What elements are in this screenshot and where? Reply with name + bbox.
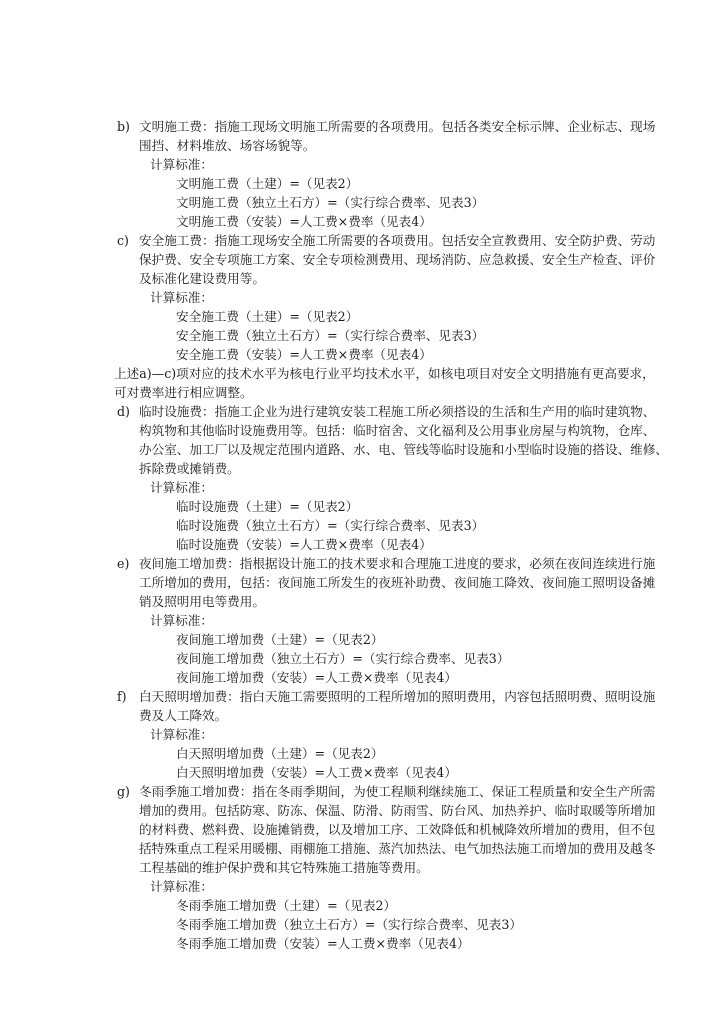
calc-line: 临时设施费（独立土石方）=（实行综合费率、见表3）	[176, 518, 485, 533]
paragraph-line: 办公室、加工厂以及规定范围内道路、水、电、管线等临时设施和小型临时设施的搭设、维修、	[139, 442, 668, 457]
calc-line: 安全施工费（安装）=人工费×费率（见表4）	[176, 347, 432, 362]
paragraph-line: 括特殊重点工程采用暖棚、雨棚施工措施、蒸汽加热法、电气加热法施工而增加的费用及越冬	[139, 841, 656, 856]
calc-line: 安全施工费（独立土石方）=（实行综合费率、见表3）	[176, 328, 485, 343]
calc-line: 白天照明增加费（土建）=（见表2）	[176, 746, 384, 761]
item-marker-e: e)	[117, 556, 130, 571]
calc-label: 计算标准：	[150, 290, 213, 305]
calc-line: 夜间施工增加费（安装）=人工费×费率（见表4）	[176, 670, 457, 685]
calc-label: 计算标准：	[150, 613, 213, 628]
calc-line: 临时设施费（土建）=（见表2）	[176, 499, 359, 514]
paragraph-line: 白天照明增加费：指白天施工需要照明的工程所增加的照明费用，内容包括照明费、照明设施	[139, 689, 656, 704]
item-marker-g: g)	[117, 784, 130, 799]
calc-line: 临时设施费（安装）=人工费×费率（见表4）	[176, 537, 432, 552]
item-marker-c: c)	[117, 233, 129, 248]
paragraph-line: 文明施工费：指施工现场文明施工所需要的各项费用。包括各类安全标示牌、企业标志、现场	[139, 119, 656, 134]
paragraph-line: 拆除费或摊销费。	[139, 461, 240, 476]
paragraph-line: 费及人工降效。	[139, 708, 228, 723]
calc-line: 文明施工费（独立土石方）=（实行综合费率、见表3）	[176, 195, 485, 210]
calc-label: 计算标准：	[150, 157, 213, 172]
calc-line: 冬雨季施工增加费（安装）=人工费×费率（见表4）	[176, 936, 470, 951]
paragraph-line: 增加的费用。包括防寒、防冻、保温、防滑、防雨雪、防台风、加热养护、临时取暖等所增加	[139, 803, 656, 818]
calc-line: 夜间施工增加费（独立土石方）=（实行综合费率、见表3）	[176, 651, 510, 666]
calc-line: 冬雨季施工增加费（独立土石方）=（实行综合费率、见表3）	[176, 917, 523, 932]
paragraph-line: 工程基础的维护保护费和其它特殊施工措施等费用。	[139, 860, 429, 875]
calc-line: 冬雨季施工增加费（土建）=（见表2）	[176, 898, 397, 913]
calc-label: 计算标准：	[150, 879, 213, 894]
calc-label: 计算标准：	[150, 727, 213, 742]
calc-line: 安全施工费（土建）=（见表2）	[176, 309, 359, 324]
calc-line: 白天照明增加费（安装）=人工费×费率（见表4）	[176, 765, 457, 780]
calc-line: 文明施工费（安装）=人工费×费率（见表4）	[176, 214, 432, 229]
paragraph-line: 及标准化建设费用等。	[139, 271, 265, 286]
paragraph-line: 临时设施费：指施工企业为进行建筑安装工程施工所必须搭设的生活和生产用的临时建筑物、	[139, 404, 656, 419]
calc-line: 夜间施工增加费（土建）=（见表2）	[176, 632, 384, 647]
item-marker-d: d)	[117, 404, 130, 419]
note-line: 可对费率进行相应调整。	[114, 385, 253, 400]
item-marker-f: f)	[117, 689, 127, 704]
paragraph-line: 的材料费、燃料费、设施摊销费，以及增加工序、工效降低和机械降效所增加的费用，但不包	[139, 822, 656, 837]
paragraph-line: 销及照明用电等费用。	[139, 594, 265, 609]
paragraph-line: 冬雨季施工增加费：指在冬雨季期间，为使工程顺利继续施工、保证工程质量和安全生产所需	[139, 784, 656, 799]
paragraph-line: 工所增加的费用，包括：夜间施工所发生的夜班补助费、夜间施工降效、夜间施工照明设备摊	[139, 575, 656, 590]
calc-line: 文明施工费（土建）=（见表2）	[176, 176, 359, 191]
paragraph-line: 安全施工费：指施工现场安全施工所需要的各项费用。包括安全宣教费用、安全防护费、劳动	[139, 233, 656, 248]
paragraph-line: 围挡、材料堆放、场容场貌等。	[139, 138, 316, 153]
paragraph-line: 夜间施工增加费：指根据设计施工的技术要求和合理施工进度的要求，必须在夜间连续进行施	[139, 556, 656, 571]
item-marker-b: b)	[117, 119, 130, 134]
paragraph-line: 保护费、安全专项施工方案、安全专项检测费用、现场消防、应急救援、安全生产检查、评价	[139, 252, 656, 267]
note-line: 上述a)—c)项对应的技术水平为核电行业平均技术水平，如核电项目对安全文明措施有更高要求，	[114, 366, 655, 381]
paragraph-line: 构筑物和其他临时设施费用等。包括：临时宿舍、文化福利及公用事业房屋与构筑物，仓库、	[139, 423, 656, 438]
calc-label: 计算标准：	[150, 480, 213, 495]
